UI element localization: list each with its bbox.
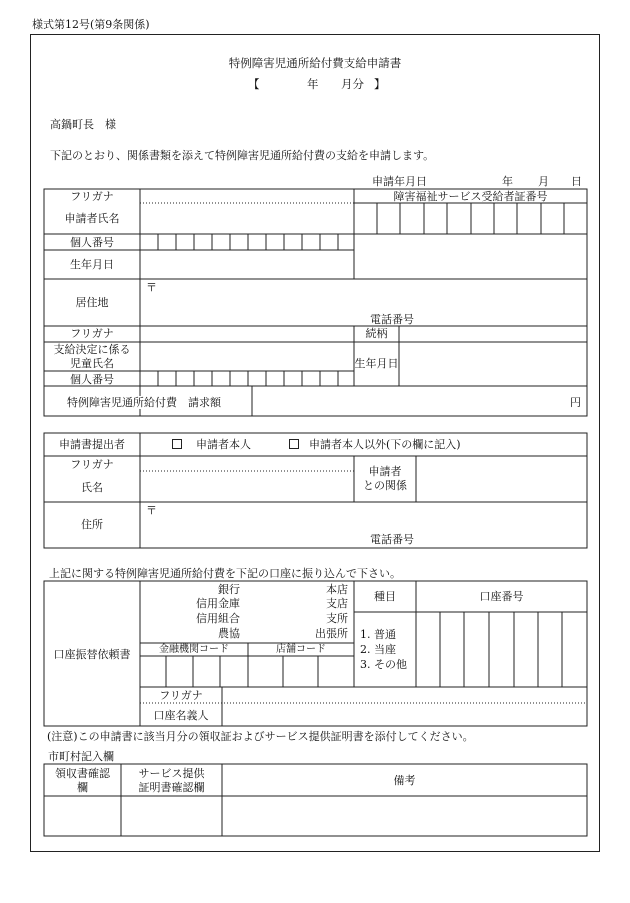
inst-type-nokyo: 農協 [218,627,240,640]
applicant-name-label: 申請者氏名 [64,212,120,225]
applicant-postal-mark: 〒 [146,281,157,294]
bank-section-label: 口座振替依頼書 [53,648,131,661]
intro-text: 下記のとおり、関係書類を添えて特例障害児通所給付費の支給を申請します。 [50,149,435,162]
branch-type-branch: 支店 [326,597,348,610]
remarks-label: 備考 [393,774,416,787]
service-check-label-2: 証明書確認欄 [138,781,205,794]
application-date-label: 申請年月日 [372,175,427,188]
applicant-furigana-label: フリガナ [70,190,114,203]
applicant-birth-date-label: 生年月日 [70,258,114,271]
kind-label: 種目 [374,590,396,603]
form-number: 様式第12号(第9条関係) [32,18,150,31]
applicant-personal-number-label: 個人番号 [70,236,114,249]
applicant-address-label: 居住地 [75,296,109,309]
submitter-address-label: 住所 [81,518,103,531]
child-name-label-2: 児童氏名 [70,357,114,370]
bank-intro: 上記に関する特例障害児通所給付費を下記の口座に振り込んで下さい。 [49,567,401,580]
inst-type-bank: 銀行 [218,583,240,596]
kind-option-1: 1. 普通 [360,628,396,641]
child-relation-label: 続柄 [365,327,388,340]
branch-type-sub: 支所 [326,612,348,625]
submitter-furigana-label: フリガナ [70,458,114,471]
period-year: 年 [307,77,319,91]
claim-amount-label: 特例障害児通所給付費 請求額 [67,396,221,409]
application-date-year: 年 [502,175,513,188]
holder-label: 口座名義人 [153,709,209,722]
submitter-name-label: 氏名 [81,481,103,494]
checkbox-other[interactable] [289,439,299,449]
branch-type-head: 本店 [326,583,348,596]
addressee: 高鍋町長 様 [50,118,116,131]
receipt-check-label-1: 領収書確認 [55,767,110,780]
branch-code-label: 店舗コード [276,644,326,655]
note-text: (注意)この申請書に該当月分の領収証およびサービス提供証明書を添付してください。 [47,730,474,743]
application-date-month: 月 [538,175,549,188]
service-check-label-1: サービス提供 [138,767,205,780]
holder-furigana-label: フリガナ [159,689,203,702]
cert-number-label: 障害福祉サービス受給者証番号 [393,190,548,203]
submitter-phone-label: 電話番号 [370,533,414,546]
child-personal-number-label: 個人番号 [70,373,114,386]
kind-option-3: 3. その他 [360,658,407,671]
submitter-label: 申請書提出者 [59,438,125,451]
branch-type-office: 出張所 [315,627,348,640]
submitter-postal-mark: 〒 [146,504,157,517]
submitter-relation-label-1: 申請者 [368,465,402,478]
submitter-relation-label-2: との関係 [363,479,407,492]
receipt-check-label-2: 欄 [77,781,88,794]
child-furigana-label: フリガナ [70,327,114,340]
kind-option-2: 2. 当座 [360,643,396,656]
applicant-phone-label: 電話番号 [370,313,414,326]
submitter-option-other-text: 申請者本人以外(下の欄に記入) [309,438,461,451]
claim-unit: 円 [570,396,581,409]
submitter-option-other[interactable] [289,438,461,451]
inst-type-shinkumi: 信用組合 [196,612,240,625]
form-title: 特例障害児通所給付費支給申請書 [228,56,402,70]
submitter-option-self[interactable] [172,438,251,451]
municipal-label: 市町村記入欄 [48,750,114,763]
period-month: 月分 [341,77,364,91]
period-open: 【 [248,77,260,91]
account-number-label: 口座番号 [479,590,524,603]
period-close: 】 [374,77,386,91]
child-name-label-1: 支給決定に係る [53,343,131,356]
application-date-day: 日 [571,175,582,188]
inst-type-shinkin: 信用金庫 [196,597,240,610]
child-birth-date-label: 生年月日 [354,357,399,370]
checkbox-self[interactable] [172,439,182,449]
submitter-option-self-text: 申請者本人 [196,438,251,451]
inst-code-label: 金融機関コード [159,644,229,655]
